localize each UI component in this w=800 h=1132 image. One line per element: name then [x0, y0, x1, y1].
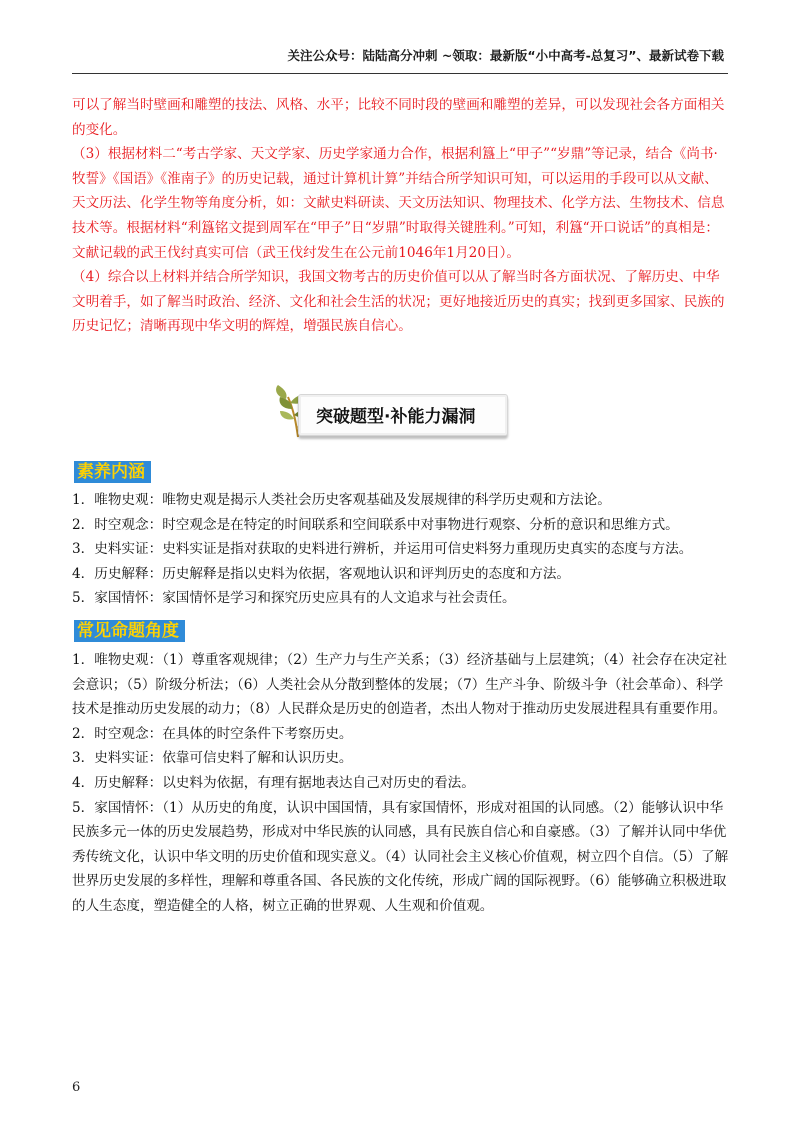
section-heading-literacy: 素养内涵	[74, 461, 151, 483]
list-item: 5．家国情怀：（1）从历史的角度，认识中国国情，具有家国情怀，形成对祖国的认同感。（2）能够认识中华民族多元一体的历史发展趋势，形成对中华民族的认同感，具有民族自信心和自豪感。（3）了解并认同中华优秀传统文化，认识中华文明的历史价值和现实意义。（4）认同社会主义核心价值观，树立四个自信。（5）了解世界历史发展的多样性，理解和尊重各国、各民族的文化传统，形成广阔的国际视野。（6）能够确立积极进取的人生态度，塑造健全的人格，树立正确的世界观、人生观和价值观。	[72, 799, 729, 914]
answer-paragraph: （3）根据材料二“考古学家、天文学家、历史学家通力合作，根据利簋上“甲子”“岁鼎”等记录，结合《尚书·牧誓》《国语》《淮南子》的历史记载，通过计算机计算”并结合所学知识可知，可以运用的手段可以从文献、天文历法、化学生物等角度分析，如：文献史料研读、天文历法知识、物理技术、化学方法、生物技术、信息技术等。根据材料“利簋铭文提到周军在“甲子”日“岁鼎”时取得关键胜利。”可知，利簋“开口说话”的真相是：文献记载的武王伐纣真实可信（武王伐纣发生在公元前1046年1月20日）。	[72, 146, 725, 261]
answer-paragraph: 可以了解当时壁画和雕塑的技法、风格、水平；比较不同时段的壁画和雕塑的差异，可以发现社会各方面相关的变化。	[72, 97, 725, 138]
list-item: 5．家国情怀：家国情怀是学习和探究历史应具有的人文追求与社会责任。	[72, 590, 516, 607]
literacy-list	[72, 488, 730, 611]
list-item: 1．唯物史观：唯物史观是揭示人类社会历史客观基础及发展规律的科学历史观和方法论。	[72, 492, 611, 508]
angles-list	[72, 648, 730, 919]
list-item: 4．历史解释：以史料为依据，有理有据地表达自己对历史的看法。	[72, 774, 475, 791]
section-banner	[272, 383, 508, 439]
list-item: 1．唯物史观：（1）尊重客观规律；（2）生产力与生产关系；（3）经济基础与上层建筑；（4）社会存在决定社会意识；（5）阶级分析法；（6）人类社会从分散到整体的发展；（7）生产斗争、阶级斗争（社会革命）、科学技术是推动历史发展的动力；（8）人民群众是历史的创造者，杰出人物对于推动历史发展进程具有重要作用。	[72, 652, 727, 718]
section-heading-angles: 常见命题角度	[74, 620, 185, 642]
page-number: 6	[72, 1080, 81, 1095]
answer-paragraph: （4）综合以上材料并结合所学知识，我国文物考古的历史价值可以从了解当时各方面状况、了解历史、中华文明着手，如了解当时政治、经济、文化和社会生活的状况；更好地接近历史的真实；找到更多国家、民族的历史记忆；清晰再现中华文明的辉煌，增强民族自信心。	[72, 269, 725, 335]
list-item: 3．史料实证：依靠可信史料了解和认识历史。	[72, 750, 353, 767]
page-header: 关注公众号：陆陆高分冲刺 ~领取：最新版“小中高考-总复习”、最新试卷下载	[287, 48, 724, 63]
answer-block	[72, 93, 730, 339]
list-item: 2．时空观念：在具体的时空条件下考察历史。	[72, 725, 353, 742]
list-item: 3．史料实证：史料实证是指对获取的史料进行辨析，并运用可信史料努力重现历史真实的态度与方法。	[72, 541, 693, 558]
list-item: 4．历史解释：历史解释是指以史料为依据，客观地认识和评判历史的态度和方法。	[72, 565, 571, 582]
list-item: 2．时空观念：时空观念是在特定的时间联系和空间联系中对事物进行观察、分析的意识和思维方式。	[72, 516, 679, 533]
banner-title: 突破题型·补能力漏洞	[316, 407, 476, 427]
header-divider	[72, 73, 728, 74]
